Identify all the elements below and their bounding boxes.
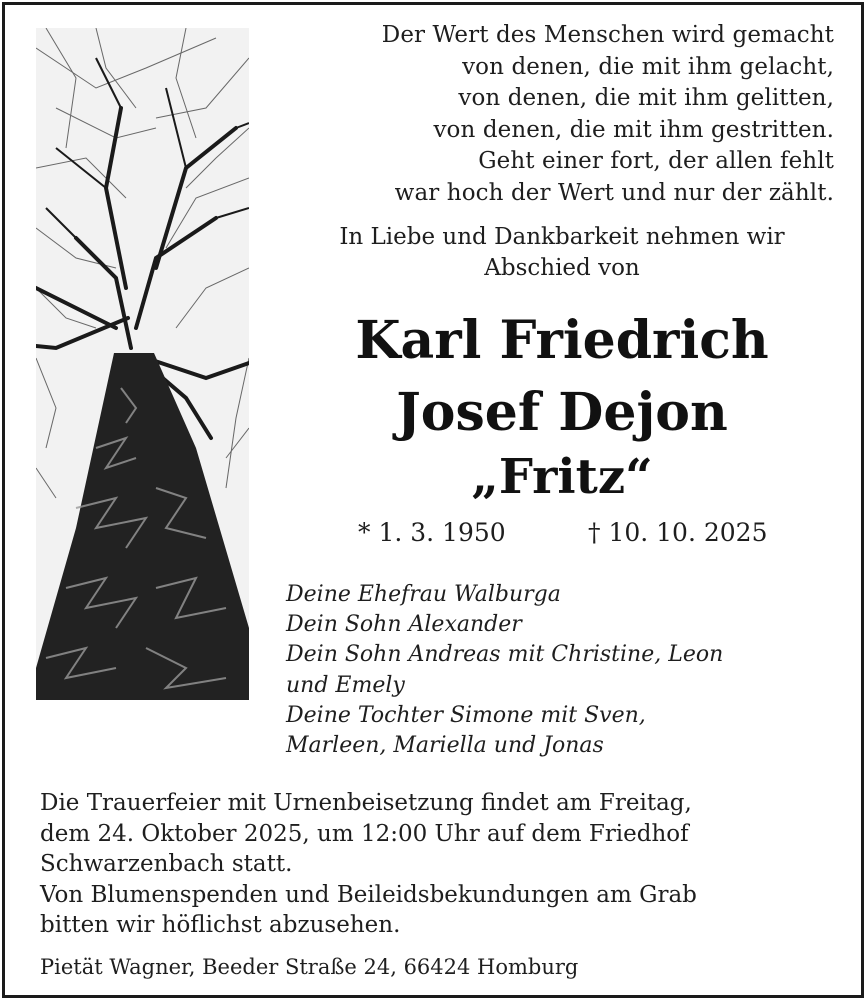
poem-line: von denen, die mit ihm gelacht, bbox=[462, 53, 834, 80]
funeral-line: Die Trauerfeier mit Urnenbeisetzung findet am Freitag, bbox=[40, 790, 692, 816]
deceased-name bbox=[262, 305, 862, 505]
family-line: Dein Sohn Alexander bbox=[286, 612, 522, 638]
family-line: Marleen, Mariella und Jonas bbox=[286, 733, 604, 759]
nickname: „Fritz“ bbox=[471, 449, 653, 505]
death-date: † 10. 10. 2025 bbox=[588, 518, 768, 547]
funeral-line: bitten wir höflichst abzusehen. bbox=[40, 912, 401, 938]
family-list bbox=[286, 580, 826, 761]
family-line: Deine Tochter Simone mit Sven, bbox=[286, 702, 646, 728]
poem bbox=[314, 20, 834, 209]
intro-line-1: In Liebe und Dankbarkeit nehmen wir bbox=[339, 224, 785, 250]
family-line: Dein Sohn Andreas mit Christine, Leon bbox=[286, 642, 724, 668]
poem-line: von denen, die mit ihm gelitten, bbox=[458, 85, 834, 111]
tree-photo bbox=[36, 28, 249, 700]
poem-line: von denen, die mit ihm gestritten. bbox=[433, 116, 834, 143]
funeral-notice bbox=[40, 788, 840, 941]
undertaker-info: Pietät Wagner, Beeder Straße 24, 66424 Homburg bbox=[40, 955, 579, 979]
poem-line: war hoch der Wert und nur der zählt. bbox=[394, 179, 834, 206]
funeral-line: Schwarzenbach statt. bbox=[40, 851, 293, 877]
birth-date: * 1. 3. 1950 bbox=[358, 518, 506, 547]
intro-line-2: Abschied von bbox=[484, 255, 640, 281]
poem-line: Der Wert des Menschen wird gemacht bbox=[381, 22, 834, 48]
name-line-2: Josef Dejon bbox=[396, 382, 728, 443]
farewell-intro bbox=[262, 222, 862, 284]
poem-line: Geht einer fort, der allen fehlt bbox=[478, 148, 834, 174]
name-line-1: Karl Friedrich bbox=[355, 310, 769, 371]
family-line: und Emely bbox=[286, 672, 405, 698]
family-line: Deine Ehefrau Walburga bbox=[286, 582, 561, 607]
funeral-line: dem 24. Oktober 2025, um 12:00 Uhr auf dem Friedhof bbox=[40, 820, 689, 847]
funeral-line: Von Blumenspenden und Beileidsbekundungen am Grab bbox=[40, 881, 697, 908]
